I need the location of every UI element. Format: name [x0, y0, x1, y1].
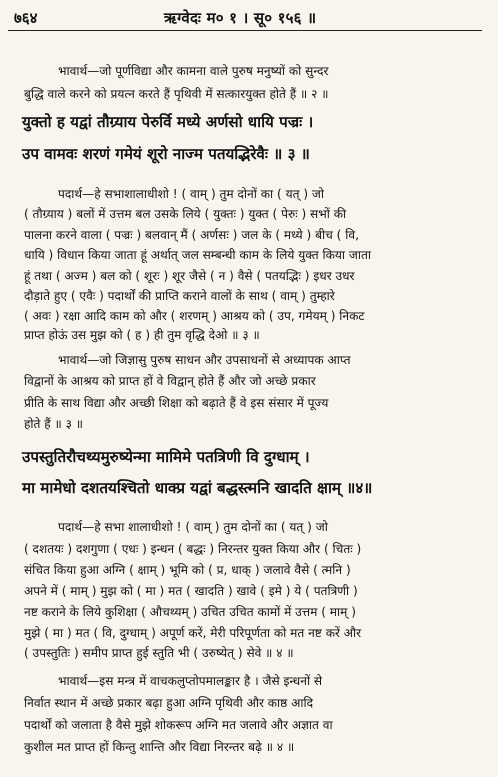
- bhavartha-line: भावार्थ—जो पूर्णविद्या और कामना वाले पुरुष मनुष्यों को सुन्दर: [58, 64, 329, 78]
- page-number: ७६४: [14, 9, 38, 27]
- mantra-line: उप वामवः शरणं गमेयं शूरो नाज्म पतयद्भिरेवैः ॥ ३ ॥: [22, 145, 310, 163]
- padartha-line: पदार्थ—हे सभा शालाधीशो ! ( वाम् ) तुम दोनों का ( यत् ) जो: [58, 520, 328, 534]
- bhavartha-line: होते हैं ॥ ३ ॥: [24, 417, 84, 431]
- bhavartha-line: भावार्थ—इस मन्त्र में वाचकलुप्तोपमालङ्कार है । जैसे इन्धनों से: [58, 674, 323, 688]
- bhavartha-line: पदार्थों को जलाता है वैसे मुझे शोकरूप अग्नि मत जलावे और अज्ञात वा: [24, 718, 333, 732]
- bhavartha-line: विद्वानों के आश्रय को प्राप्त हों वे विद्वान् होते हैं और जो अच्छे प्रकार: [24, 374, 316, 388]
- mantra-line: मा मामेधो दशतयश्चितो धाक्प्र यद्वां बद्धस्त्मनि खादति क्षाम् ॥४॥: [22, 479, 373, 497]
- bhavartha-line: बुद्धि वाले करने को प्रयत्न करते हैं पृथिवी में सत्कारयुक्त होते हैं ॥ २ ॥: [24, 87, 329, 101]
- padartha-line: दौड़ाते हुए ( एवैः ) पदार्थों की प्राप्ति कराने वालों के साथ ( वाम् ) तुम्हारे: [24, 289, 335, 303]
- padartha-line: मुझे ( मा ) मत ( वि, दुग्धाम् ) अपूर्ण करें, मेरी परिपूर्णता को मत नष्ट करें और: [24, 626, 362, 640]
- mantra-line: युक्तो ह यद्वां तौग्र्याय पेरुर्वि मध्ये अर्णसो धायि पज्रः ।: [22, 113, 314, 131]
- padartha-line: अपने में ( माम् ) मुझ को ( मा ) मत ( खादति ) खावे ( इमे ) ये ( पतत्रिणी ): [24, 584, 358, 598]
- padartha-line: नष्ट कराने के लिये कुशिक्षा ( औचथ्यम् ) उचित उचित कामों में उत्तम ( माम् ): [24, 605, 356, 619]
- running-title: ऋग्वेदः म० १ । सू० १५६ ॥: [164, 9, 317, 27]
- bhavartha-line: निर्वात स्थान में अच्छे प्रकार बढ़ा हुआ अग्नि पृथिवी और काष्ठ आदि: [24, 696, 314, 710]
- mantra-line: उपस्तुतिरौचथ्यमुरुष्येन्मा मामिमे पतत्रिणी वि दुग्धाम् ।: [22, 448, 310, 466]
- padartha-line: ( अवः ) रक्षा आदि काम को और ( शरणम् ) आश्रय को ( उप, गमेयम् ) निकट: [24, 309, 365, 323]
- padartha-line: संचित किया हुआ अग्नि ( क्षाम् ) भूमि को ( प्र, धाक् ) जलावे वैसे ( त्मनि ): [24, 563, 351, 577]
- header-rule: [8, 30, 482, 31]
- padartha-line: प्राप्त होऊं उस मुझ को ( ह ) ही तुम वृद्धि देओ ॥ ३ ॥: [24, 328, 260, 342]
- padartha-line: ( दशतयः ) दशगुणा ( एधः ) इन्धन ( बद्धः ) निरन्तर युक्त किया और ( चितः ): [24, 542, 362, 556]
- padartha-line: धायि ) विधान किया जाता हूं अर्थात् जल सम्बन्धी काम के लिये युक्त किया जाता: [24, 248, 371, 262]
- padartha-line: हूं तथा ( अज्म ) बल को ( शूरः ) शूर जैसे ( न ) वैसे ( पतयद्भिः ) इधर उधर: [24, 269, 355, 283]
- padartha-line: पालना करने वाला ( पज्रः ) बलवान् मैं ( अर्णसः ) जल के ( मध्ये ) बीच ( वि,: [24, 228, 359, 242]
- bhavartha-line: भावार्थ—जो जिज्ञासु पुरुष साधन और उपसाधनों से अध्यापक आप्त: [58, 353, 351, 367]
- padartha-line: ( तौग्र्याय ) बलों में उत्तम बल उसके लिये ( युक्तः ) युक्त ( पेरुः ) सभों की: [24, 207, 347, 221]
- bhavartha-line: प्रीति के साथ विद्या और अच्छी शिक्षा को बढ़ाते हैं वे इस संसार में पूज्य: [24, 396, 329, 410]
- bhavartha-line: कुशील मत प्राप्त हों किन्तु शान्ति और विद्या निरन्तर बढ़े ॥ ४ ॥: [24, 740, 295, 754]
- padartha-line: ( उपस्तुतिः ) समीप प्राप्त हुई स्तुति भी ( उरुष्येत् ) सेवे ॥ ४ ॥: [24, 646, 294, 660]
- padartha-line: पदार्थ—हे सभाशालाधीशो ! ( वाम् ) तुम दोनों का ( यत् ) जो: [58, 187, 324, 201]
